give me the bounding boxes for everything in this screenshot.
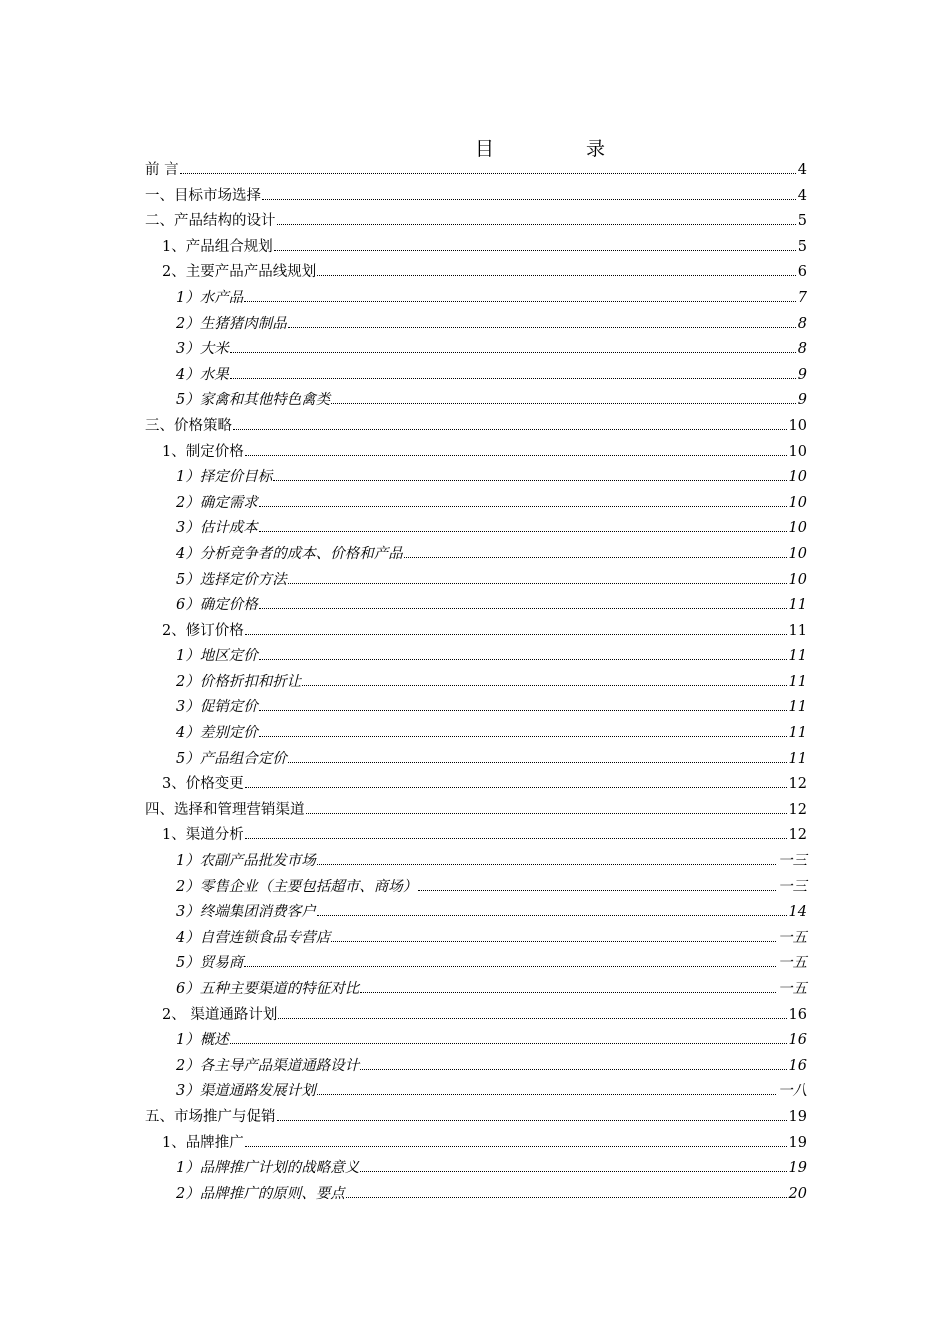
- toc-entry[interactable]: [145, 491, 807, 517]
- toc-entry-page: 10: [788, 494, 807, 511]
- toc-entry[interactable]: [145, 1131, 807, 1157]
- toc-dot-leader: [346, 1197, 787, 1198]
- toc-dot-leader: [360, 992, 776, 993]
- toc-dot-leader: [274, 250, 796, 251]
- toc-dot-leader: [259, 659, 787, 660]
- toc-dot-leader: [404, 557, 787, 558]
- toc-entry-page: 11: [788, 622, 807, 639]
- toc-entry-page: 8: [797, 315, 807, 332]
- toc-dot-leader: [331, 941, 776, 942]
- toc-dot-leader: [259, 531, 787, 532]
- toc-entry[interactable]: [145, 209, 807, 235]
- toc-entry-page: 8: [797, 341, 807, 358]
- toc-entry[interactable]: [145, 644, 807, 670]
- toc-entry[interactable]: [145, 1156, 807, 1182]
- toc-dot-leader: [245, 634, 787, 635]
- toc-entry[interactable]: [145, 695, 807, 721]
- toc-entry-label: 3、价格变更: [162, 776, 244, 793]
- toc-dot-leader: [259, 736, 787, 737]
- toc-entry[interactable]: [145, 1028, 807, 1054]
- toc-entry[interactable]: [145, 235, 807, 261]
- toc-entry[interactable]: [145, 1105, 807, 1131]
- toc-dot-leader: [245, 787, 787, 788]
- toc-dot-leader: [230, 352, 796, 353]
- toc-dot-leader: [233, 429, 787, 430]
- toc-entry-page: 一五: [778, 955, 807, 972]
- toc-entry-label: 2）零售企业（主要包括超市、商场）: [176, 878, 418, 895]
- toc-entry[interactable]: [145, 312, 807, 338]
- toc-dot-leader: [288, 762, 787, 763]
- toc-title-left: 目: [474, 138, 494, 160]
- toc-entry[interactable]: [145, 388, 807, 414]
- toc-entry[interactable]: [145, 1079, 807, 1105]
- toc-entry-label: 四、选择和管理营销渠道: [145, 801, 305, 818]
- toc-dot-leader: [259, 608, 787, 609]
- toc-entry-page: 16: [788, 1057, 807, 1074]
- toc-entry-page: 10: [788, 417, 807, 434]
- toc-entry-page: 10: [788, 443, 807, 460]
- toc-entry-label: 3）估计成本: [176, 520, 258, 537]
- toc-entry[interactable]: [145, 1182, 807, 1208]
- toc-entry[interactable]: [145, 465, 807, 491]
- toc-entry-page: 6: [797, 264, 807, 281]
- toc-dot-leader: [278, 1018, 786, 1019]
- toc-entry-page: 4: [797, 187, 807, 204]
- toc-entry-page: 12: [788, 801, 807, 818]
- toc-entry-page: 16: [788, 1006, 807, 1023]
- toc-entry-label: 5）选择定价方法: [176, 571, 287, 588]
- toc-entry-page: 11: [788, 673, 807, 690]
- toc-entry-label: 2、 渠道通路计划: [162, 1006, 278, 1023]
- toc-entry[interactable]: [145, 849, 807, 875]
- toc-entry[interactable]: [145, 184, 807, 210]
- toc-entry-label: 3）渠道通路发展计划: [176, 1083, 316, 1100]
- toc-entry-page: 9: [797, 392, 807, 409]
- toc-entry[interactable]: [145, 670, 807, 696]
- toc-entry-label: 1）水产品: [176, 289, 244, 306]
- toc-entry[interactable]: [145, 337, 807, 363]
- toc-entry-page: 12: [788, 776, 807, 793]
- toc-entry-label: 4）差别定价: [176, 725, 258, 742]
- toc-entry[interactable]: [145, 568, 807, 594]
- toc-entry-page: 一三: [778, 853, 807, 870]
- toc-entry-label: 4）分析竞争者的成本、价格和产品: [176, 545, 403, 562]
- toc-entry-label: 1、品牌推广: [162, 1134, 244, 1151]
- toc-entry[interactable]: [145, 542, 807, 568]
- toc-entry-label: 二、产品结构的设计: [145, 213, 276, 230]
- toc-entry-page: 一三: [778, 878, 807, 895]
- toc-entry-label: 1）地区定价: [176, 648, 258, 665]
- toc-entry-label: 3）促销定价: [176, 699, 258, 716]
- toc-entry-page: 10: [788, 545, 807, 562]
- toc-dot-leader: [244, 966, 776, 967]
- toc-dot-leader: [302, 685, 786, 686]
- toc-entry-page: 11: [788, 750, 807, 767]
- toc-entry[interactable]: [145, 414, 807, 440]
- toc-title: [0, 134, 950, 161]
- toc-dot-leader: [288, 583, 787, 584]
- toc-entry-label: 五、市场推广与促销: [145, 1108, 276, 1125]
- toc-entry-label: 一、目标市场选择: [145, 187, 261, 204]
- toc-entry-page: 7: [797, 289, 807, 306]
- toc-dot-leader: [317, 275, 796, 276]
- toc-entry-page: 14: [788, 904, 807, 921]
- toc-entry-label: 2）品牌推广的原则、要点: [176, 1185, 345, 1202]
- toc-dot-leader: [245, 455, 787, 456]
- toc-entry[interactable]: [145, 798, 807, 824]
- toc-dot-leader: [306, 813, 787, 814]
- toc-entry-label: 1）品牌推广计划的战略意义: [176, 1160, 360, 1177]
- toc-entry-page: 一八: [778, 1083, 807, 1100]
- toc-entry[interactable]: [145, 977, 807, 1003]
- toc-list: [145, 158, 807, 1207]
- toc-entry[interactable]: [145, 747, 807, 773]
- toc-entry[interactable]: [145, 772, 807, 798]
- toc-dot-leader: [277, 1120, 787, 1121]
- toc-entry-label: 3）大米: [176, 341, 229, 358]
- toc-entry[interactable]: [145, 823, 807, 849]
- toc-dot-leader: [360, 1069, 786, 1070]
- toc-entry[interactable]: [145, 286, 807, 312]
- toc-dot-leader: [317, 915, 787, 916]
- toc-entry-page: 10: [788, 469, 807, 486]
- toc-entry-page: 19: [788, 1134, 807, 1151]
- toc-entry[interactable]: [145, 926, 807, 952]
- toc-entry[interactable]: [145, 951, 807, 977]
- toc-dot-leader: [245, 1146, 787, 1147]
- toc-entry-label: 4）水果: [176, 366, 229, 383]
- toc-entry-page: 5: [797, 238, 807, 255]
- toc-entry-page: 4: [797, 162, 807, 178]
- toc-dot-leader: [317, 864, 776, 865]
- toc-dot-leader: [288, 327, 796, 328]
- toc-entry-page: 11: [788, 597, 807, 614]
- toc-entry[interactable]: [145, 1003, 807, 1029]
- toc-dot-leader: [262, 199, 796, 200]
- toc-entry-label: 5）产品组合定价: [176, 750, 287, 767]
- toc-entry-label: 2、修订价格: [162, 622, 244, 639]
- toc-entry-label: 2）生猪猪肉制品: [176, 315, 287, 332]
- toc-entry-page: 5: [797, 213, 807, 230]
- toc-entry-page: 11: [788, 699, 807, 716]
- toc-entry-label: 2）价格折扣和折让: [176, 673, 302, 690]
- toc-entry-page: 16: [788, 1032, 807, 1049]
- toc-dot-leader: [259, 710, 787, 711]
- toc-entry-label: 三、价格策略: [145, 417, 232, 434]
- toc-dot-leader: [245, 838, 787, 839]
- toc-dot-leader: [360, 1171, 786, 1172]
- toc-entry-label: 1、制定价格: [162, 443, 244, 460]
- toc-entry-label: 5）家禽和其他特色禽类: [176, 392, 331, 409]
- toc-entry[interactable]: [145, 1054, 807, 1080]
- toc-entry-page: 一五: [778, 929, 807, 946]
- toc-entry[interactable]: [145, 900, 807, 926]
- toc-entry-label: 5）贸易商: [176, 955, 244, 972]
- toc-entry-label: 2、主要产品产品线规划: [162, 264, 317, 281]
- toc-entry-label: 1）择定价目标: [176, 469, 273, 486]
- toc-entry-page: 10: [788, 571, 807, 588]
- toc-entry-label: 3）终端集团消费客户: [176, 904, 316, 921]
- toc-entry[interactable]: [145, 619, 807, 645]
- toc-dot-leader: [230, 1043, 787, 1044]
- toc-entry-page: 一五: [778, 981, 807, 997]
- toc-entry-page: 19: [788, 1108, 807, 1125]
- toc-dot-leader: [244, 301, 796, 302]
- toc-dot-leader: [277, 224, 796, 225]
- toc-entry-label: 前 言: [145, 162, 179, 178]
- toc-entry-page: 19: [788, 1160, 807, 1177]
- toc-dot-leader: [230, 378, 796, 379]
- toc-entry-page: 11: [788, 648, 807, 665]
- toc-entry-page: 20: [788, 1185, 807, 1202]
- toc-entry[interactable]: [145, 260, 807, 286]
- toc-entry-label: 1、渠道分析: [162, 827, 244, 844]
- toc-dot-leader: [317, 1094, 776, 1095]
- toc-entry-label: 1）农副产品批发市场: [176, 853, 316, 870]
- toc-dot-leader: [331, 403, 796, 404]
- toc-entry-label: 6）五种主要渠道的特征对比: [176, 981, 360, 997]
- toc-entry-page: 11: [788, 725, 807, 742]
- toc-entry-page: 12: [788, 827, 807, 844]
- toc-entry[interactable]: [145, 721, 807, 747]
- toc-entry-label: 4）自营连锁食品专营店: [176, 929, 331, 946]
- toc-entry-page: 9: [797, 366, 807, 383]
- toc-entry-label: 1）概述: [176, 1032, 229, 1049]
- toc-title-right: 录: [586, 138, 606, 160]
- toc-dot-leader: [418, 890, 776, 891]
- toc-entry-page: 10: [788, 520, 807, 537]
- toc-entry[interactable]: [145, 158, 807, 184]
- toc-dot-leader: [273, 480, 786, 481]
- toc-entry-label: 2）各主导产品渠道通路设计: [176, 1057, 360, 1074]
- toc-entry[interactable]: [145, 363, 807, 389]
- toc-entry[interactable]: [145, 440, 807, 466]
- toc-entry[interactable]: [145, 516, 807, 542]
- toc-entry[interactable]: [145, 593, 807, 619]
- toc-entry-label: 2）确定需求: [176, 494, 258, 511]
- toc-entry-label: 1、产品组合规划: [162, 238, 273, 255]
- toc-entry-label: 6）确定价格: [176, 597, 258, 614]
- toc-entry[interactable]: [145, 875, 807, 901]
- toc-dot-leader: [180, 173, 796, 174]
- toc-dot-leader: [259, 506, 787, 507]
